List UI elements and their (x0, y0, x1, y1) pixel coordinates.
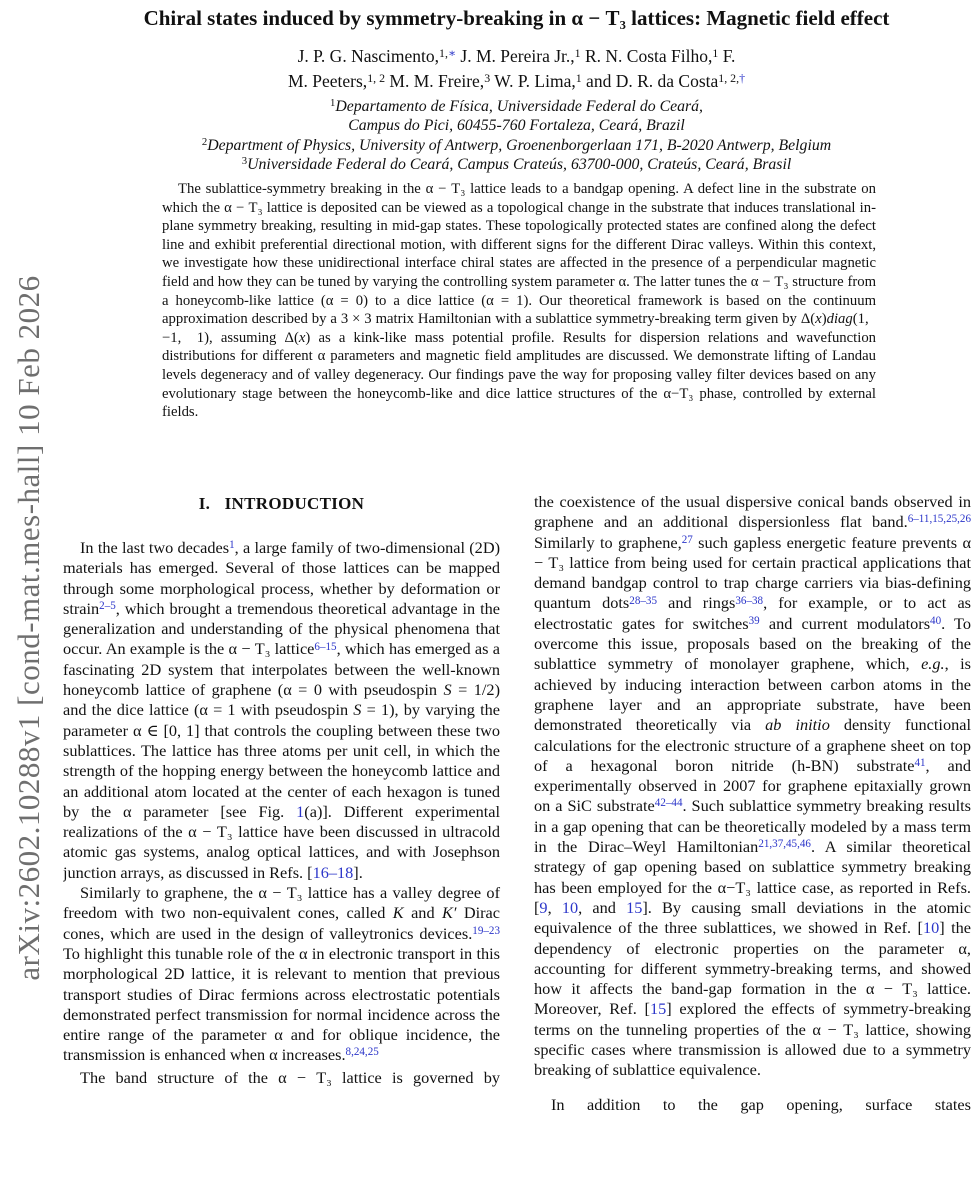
column-left (63, 492, 500, 1200)
text-segment: 1 (575, 70, 582, 85)
text-segment: 1, 2 (367, 70, 386, 85)
text-segment: Similarly to graphene, the α − T₃ lattice has a valley degree of freedom with two non-equivalent cones, called (63, 883, 500, 923)
text-segment: , and (578, 897, 627, 917)
text-segment: W. P. Lima, (490, 71, 576, 91)
text-segment: x (298, 329, 306, 346)
section-heading-introduction (63, 494, 500, 514)
paragraph-intro-1 (63, 538, 500, 883)
text-segment: F. (718, 46, 736, 66)
text-segment: , which brought a tremendous theoretical advantage in the generalization and understanding of the physical phenomena that occur. An example is the α − T₃ lattice (63, 598, 500, 659)
text-segment: and D. R. da Costa (581, 71, 719, 91)
paper-header (62, 6, 971, 175)
citation-link[interactable]: 41 (914, 756, 926, 769)
citation-link[interactable]: 15 (649, 999, 667, 1019)
text-segment: J. M. Pereira Jr., (456, 46, 575, 66)
citation-link[interactable]: ∗ (447, 45, 457, 60)
text-segment: , which has emerged as a fascinating 2D system that interpolates between the well-known honeycomb lattice of graphene (α = 0 with pseudospin (63, 639, 500, 700)
paragraph-intro-2 (63, 883, 500, 1066)
text-segment: Similarly to graphene, (534, 532, 682, 552)
citation-link[interactable]: 40 (930, 614, 942, 627)
author-line-1 (62, 44, 971, 69)
citation-link[interactable]: 2–5 (99, 599, 116, 612)
text-segment: diag (826, 311, 853, 328)
arxiv-watermark: arXiv:2602.10288v1 [cond-mat.mes-hall] 10 Feb 2026 (11, 275, 46, 981)
paragraph-intro-3 (63, 1068, 500, 1088)
text-segment: 3 (484, 70, 491, 85)
text-segment: ] explored the effects of symmetry-breaking terms on the tunneling properties of the α − T₃ lattice, showing specific cases where transmission is allowed due to a symmetry breaking of sublattice equivalence. (534, 999, 971, 1080)
text-segment: ]. (353, 862, 363, 882)
text-segment: , a large family of two-dimensional (2D) materials has emerged. Several of those lattices can be mapped through some morphological process, whether by deformation or strain (63, 538, 500, 618)
text-segment: Department of Physics, University of Antwerp, Groenenborgerlaan 171, B-2020 Antwerp, Belgium (207, 136, 832, 154)
citation-link[interactable]: 19–23 (472, 924, 500, 937)
text-segment: S (443, 680, 452, 700)
text-segment: ) as a kink-like mass potential profile. Results for dispersion relations and wavefunction distributions for different α parameters and magnetic field amplitudes are discussed. We demonstrate lifting of Landau levels degeneracy and of valley degeneracy. Our findings pave the way for proposing valley filter devices based on any evolutionary stage between the honeycomb-like and dice lattice structures of the α−T₃ phase, controlled by external fields. (162, 329, 877, 421)
two-column-body (63, 492, 971, 1200)
text-segment: 1, 2, (718, 70, 740, 85)
text-segment: S (353, 700, 362, 720)
text-segment: and current modulators (759, 613, 931, 633)
text-segment: , (547, 897, 562, 917)
text-segment: 1 (574, 45, 581, 60)
text-segment: The band structure of the α − T₃ lattice is governed by (80, 1067, 500, 1087)
text-segment: R. N. Costa Filho, (580, 46, 713, 66)
text-segment: ]. By causing small deviations in the atomic equivalence of the three sublattices, we showed in Ref. [ (534, 897, 971, 938)
text-segment: M. M. Freire, (385, 71, 485, 91)
abstract (162, 180, 876, 422)
text-segment: = 1/2) and the dice lattice (α = 1 with pseudospin (63, 680, 500, 720)
text-segment: (a)]. Different experimental realizations of the α − T₃ lattice have been discussed in ultracold atomic gas systems, analog optical lattices, and with Josephson junction arrays, as discussed in Refs. [ (63, 801, 501, 882)
citation-link[interactable]: 10 (561, 897, 579, 917)
citation-link[interactable]: 21,37,45,46 (758, 838, 811, 851)
text-segment: The sublattice-symmetry breaking in the α − T₃ lattice leads to a bandgap opening. A defect line in the substrate on which the α − T₃ lattice is deposited can be viewed as a topological change in the substrate that induces translational in-plane symmetry breaking, resulting in mid-gap states. These topologically protected states are confined along the defect line and exhibit preferential directional motion, with different signs for the different Dirac valleys. Within this context, we investigate how these unidirectional interface chiral states are affected in the presence of a perpendicular magnetic field and how they can be tuned by varying the controlling system parameter α. The latter tunes the α − T₃ structure from a honeycomb-like lattice (α = 0) to a dice lattice (α = 1). Our theoretical framework is based on the continuum approximation described by a 3 × 3 matrix Hamiltonian with a sublattice symmetry-breaking term given by Δ( (162, 181, 876, 328)
author-line-2 (62, 69, 971, 94)
section-number: I. (198, 494, 211, 513)
affiliations-block (62, 97, 971, 175)
paragraph-right-2 (534, 1095, 971, 1115)
text-segment: density functional calculations for the electronic structure of a graphene sheet on top of a hexagonal boron nitride (h-BN) substrate (534, 715, 971, 775)
text-segment: Departamento de Física, Universidade Federal do Ceará, (335, 98, 704, 115)
citation-link[interactable]: 15 (626, 897, 643, 917)
citation-link[interactable]: 36–38 (735, 594, 764, 607)
affiliation-1 (62, 97, 971, 116)
column-right (534, 492, 971, 1200)
citation-link[interactable]: 27 (681, 533, 693, 546)
text-segment: Universidade Federal do Ceará, Campus Crateús, 63700-000, Crateús, Ceará, Brasil (247, 156, 792, 174)
text-segment: the coexistence of the usual dispersive conical bands observed in graphene and an additional dispersionless flat band. (534, 492, 971, 532)
text-segment: x (815, 311, 822, 328)
citation-link[interactable]: 10 (922, 918, 940, 938)
paragraph-right-1 (534, 492, 971, 1081)
text-segment: 1 (329, 97, 336, 110)
citation-link[interactable]: 28–35 (629, 594, 657, 607)
text-segment: = 1), by varying the parameter α ∈ [0, 1] that controls the coupling between these two sublattices. The lattice has three atoms per unit cell, in which the strength of the hopping energy between the honeycomb lattice and an additional atom located at the center of each hexagon is tuned by the α parameter [see Fig. (63, 700, 500, 821)
citation-link[interactable]: † (739, 70, 746, 85)
text-segment: , for example, or to act as electrostatic gates for switches (534, 593, 971, 633)
text-segment: and rings (656, 593, 736, 613)
text-segment: Campus do Pici, 60455-760 Fortaleza, Ceará, Brazil (348, 117, 685, 135)
text-segment: J. P. G. Nascimento, (297, 46, 440, 66)
citation-link[interactable]: 42–44 (654, 797, 683, 810)
text-segment: 2 (201, 135, 208, 148)
citation-link[interactable]: 39 (748, 614, 760, 627)
text-segment: . To overcome this issue, proposals based on the breaking of the sublattice symmetry of monolayer graphene, which, (534, 613, 971, 674)
text-segment: . Such sublattice symmetry breaking results in a gap opening that can be theoretically modeled by a mass term in the Dirac–Weyl Hamiltonian (534, 796, 971, 857)
text-segment: , and experimentally observed in 2007 for graphene epitaxially grown on a SiC substrate (534, 755, 971, 816)
text-segment: In the last two decades (80, 538, 230, 557)
affiliation-2 (62, 136, 971, 155)
text-segment: 1 (712, 45, 719, 60)
text-segment: ) (821, 311, 827, 328)
paper-title: Chiral states induced by symmetry-breaking in α − T₃ lattices: Magnetic field effect (143, 6, 890, 30)
text-segment: such gapless energetic feature prevents α − T₃ lattice from being used for certain practical applications that demand bandgap control to trap charge carriers via bias-defining quantum dots (534, 532, 971, 613)
citation-link[interactable]: 8,24,25 (345, 1046, 379, 1059)
text-segment: In addition to the gap opening, surface states (551, 1094, 971, 1114)
citation-link[interactable]: 1 (296, 801, 305, 821)
text-segment: , is achieved by inducing interaction between carbon atoms in the graphene layer and an appropriate substrate, have been demonstrated theoretically via (534, 654, 971, 735)
text-segment: 3 (241, 155, 248, 168)
affiliation-3 (62, 155, 971, 174)
text-segment: Dirac cones, which are used in the design of valleytronics devices. (63, 903, 500, 943)
citation-link[interactable]: 16–18 (312, 862, 354, 882)
text-segment: To highlight this tunable role of the α in electronic transport in this morphological 2D lattice, it is relevant to mention that previous transport studies of Dirac fermions across electrostatic potentials demonstrated perfect transmission for normal incidence across the entire range of the parameter α and for oblique incidence, the transmission is enhanced when α increases. (63, 943, 500, 1065)
citation-link[interactable]: 6–15 (314, 640, 337, 653)
text-segment: (1, −1, 1), assuming Δ( (162, 311, 876, 346)
affiliation-1-continued (62, 116, 971, 135)
text-segment: and (403, 903, 442, 923)
text-segment: ] the dependency of electronic properties on the parameter α, accounting for different symmetry-breaking terms, and showed how it affects the band-gap formation in the α − T₃ lattice. Moreover, Ref. [ (534, 918, 971, 1019)
text-segment: K′ (442, 903, 457, 923)
text-segment: K (392, 903, 404, 923)
text-segment: e.g. (921, 654, 945, 674)
text-segment: . A similar theoretical strategy of gap opening based on sublattice symmetry breaking has been employed for the α−T₃ lattice case, as reported in Refs. [ (534, 837, 971, 917)
text-segment: M. Peeters, (287, 71, 368, 91)
section-title: INTRODUCTION (224, 494, 365, 513)
text-segment: ab initio (765, 715, 830, 735)
citation-link[interactable]: 9 (539, 897, 548, 917)
citation-link[interactable]: 6–11,15,25,26 (907, 513, 971, 526)
citation-link[interactable]: 1 (229, 539, 235, 552)
text-segment: 1, (439, 45, 448, 60)
